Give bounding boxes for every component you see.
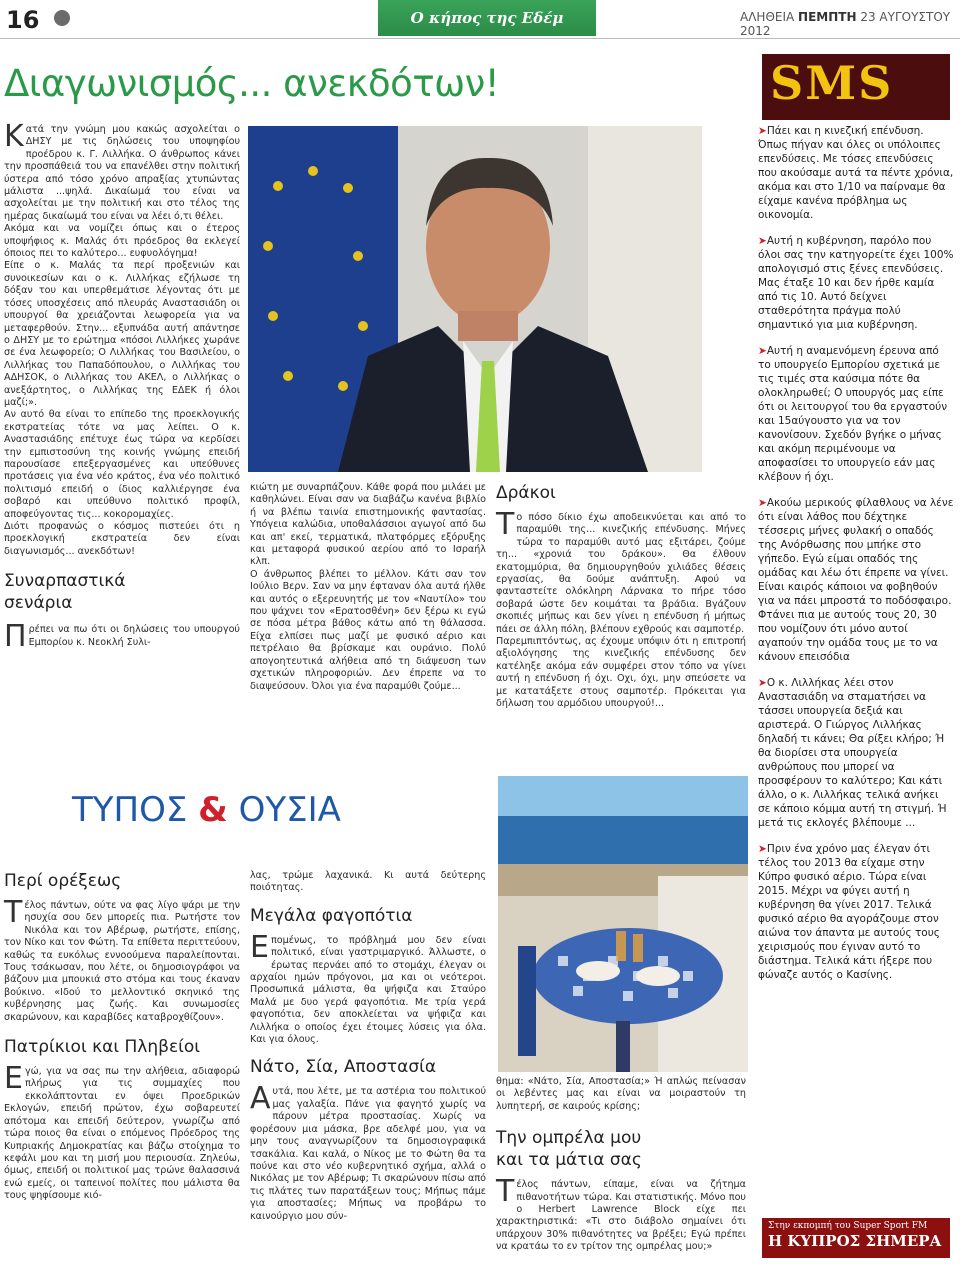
arrow-icon: ➤ xyxy=(758,843,767,855)
photo-illustration xyxy=(248,126,702,472)
paragraph: κιώτη με συναρπάζουν. Κάθε φορά που μιλάει με καθηλώνει. Είναι σαν να διαβάζω κανένα βιβλίο ή να βλέπω ταινία επιστημονικής φαντασίας. Υπόγεια καλώδια, υποθαλάσσιοι αγωγοί από δω και απ' εκεί, τερματικά, πλατφόρμες εξόρυξης και μεταφορά φυσικού αερίου από το Ισραήλ κλπ. xyxy=(250,482,486,568)
paragraph: Το πόσο δίκιο έχω αποδεικνύεται και από το παραμύθι της... κινεζικής επένδυσης. Μήνες τώρα το παραμύθι αυτό μας εξιτάρει, ζούμε τη... «χρονιά του δράκου». Θα έλθουν εκατομμύρια, θα δημιουργηθούν χιλιάδες θέσεις εργασίας, θα δούμε ανάπτυξη. Αφού να φανταστείτε ολόκληρη Λάρνακα το πήρε τόσο σοβαρά ώστε δεν κοιμάται τα βράδια. Βγάζουν σκοπιές μήπως και δεν γίνει η επένδυση ή μήπως πάει σε άλλη πόλη, βλέπουν εχθρούς και σαμποτέρ. xyxy=(496,507,746,635)
sms-item xyxy=(758,676,954,830)
subheading-line: σενάρια xyxy=(4,593,73,614)
paragraph: Είπε ο κ. Μαλάς τα περί προξενιών και συνοικεσίων και ο κ. Λιλλήκας εζήλωσε τη δόξαν του και υπερθεμάτισε λέγοντας ότι με τόσες υποσχέσεις από πλευράς Αναστασιάδη οι υπουργοί θα χρειάζονται λεωφορεία για να μεταφερθούν. Στην... εξυπνάδα αυτή απάντησε ο ΔΗΣΥ με το ερώτημα «πόσοι Λιλλήκες χωράνε σε ένα λεωφορείο; Ο Λιλλήκας του Βασιλείου, ο Λιλλήκας του Παπαδόπουλου, ο Λιλλήκας του ΑΔΗΣΟΚ, ο Λιλλήκας του ΑΚΕΛ, ο Λιλλήκας ο ανεξάρτητος, ο Λιλλήκας της ΕΔΕΚ ή όλοι μαζί;». xyxy=(4,260,240,408)
subheading: Δράκοι xyxy=(496,483,556,503)
sms-text: Ακούω μερικούς φίλαθλους να λένε ότι είναι λάθος που δέχτηκε τέσσερις μήνες φυλακή ο οπαδός της Ανόρθωσης που μπήκε στο γήπεδο. Εγώ είμαι οπαδός της ομάδας και λέω ότι έπρεπε να γίνει. Είναι καιρός κάποιοι να φοβηθούν για να πάει μπροστά το ποδόσφαιρο. Φτάνει πια με αυτούς τους 20, 30 που νομίζουν ότι μόνο αυτοί αγαπούν την ομάδα τους με το να κάνουν επεισόδια xyxy=(758,497,954,663)
page-number: 16 xyxy=(6,6,40,34)
sms-logo: SMS xyxy=(770,56,894,110)
section-band: Ο κήπος της Εδέμ xyxy=(378,0,596,36)
arrow-icon: ➤ xyxy=(758,235,767,247)
subheading-line: Συναρπαστικά xyxy=(4,571,126,592)
subheading: Μεγάλα φαγοπότια xyxy=(250,905,413,926)
paragraph: Πρέπει να πω ότι οι δηλώσεις του υπουργού Εμπορίου κ. Νεοκλή Συλι- xyxy=(4,619,240,655)
column-logo-left: ΤΥΠΟΣ xyxy=(72,790,188,830)
seaside-table-photo xyxy=(498,776,748,1072)
newspaper-name: ΑΛΗΘΕΙΑ xyxy=(740,10,795,24)
paragraph: Τέλος πάντων, ούτε να φας λίγο ψάρι με την ησυχία σου δεν μπορείς πια. Ρωτήστε τον Νικόλα και τον Αβέρωφ, ρωτήστε, επίσης, τον Νίκο και τον Φώτη. Τα επίθετα περιττεύουν, καθώς τα ευκόλως εννοούμενα παραλείπονται. Τους τσάκωσαν, που λέτε, οι δημοσιογράφοι να βάζουν μια μπουκιά στο στόμα και τους έκαναν βούκινο. «Ιδού το μελλοντικό σκηνικό της κυβέρνησης μας ζωής. Και συνωμοσίες σκαρώνουν, και καραβίδες καταβροχθίζουν». xyxy=(4,895,240,1023)
sms-item xyxy=(758,234,954,332)
arrow-icon: ➤ xyxy=(758,677,767,689)
paragraph: λας, τρώμε λαχανικά. Κι αυτά δεύτερης ποιότητας. xyxy=(250,870,486,894)
column-2-top xyxy=(250,482,486,693)
headline: Διαγωνισμός... ανεκδότων! xyxy=(4,62,500,105)
subheading: Νάτο, Σία, Αποστασία xyxy=(250,1057,437,1078)
subheading xyxy=(4,570,240,614)
paragraph: Παρεμπιπτόντως, ας έχουμε υπόψιν ότι η επιτροπή αξιολόγησης της κινεζικής επένδυσης δεν κατέληξε ακόμα εάν συμφέρει στον τόπο να γίνει αυτή η επένδυση ή όχι. Οχι, όχι, μην σπεύσετε να με κατατάξετε στους σαμποτέρ. Πρόκειται για δήλωση του αρμόδιου υπουργού!... xyxy=(496,636,746,710)
column-1-bottom xyxy=(4,870,240,1203)
paragraph: Διότι προφανώς ο κόσμος πιστεύει ότι η προεκλογική εκστρατεία δεν είναι διαγωνισμός... ανεκδότων! xyxy=(4,521,240,557)
sms-text: Πριν ένα χρόνο μας έλεγαν ότι τέλος του 2013 θα είχαμε στην Κύπρο φυσικό αέριο. Τώρα είναι 2015. Μέχρι να φύγει αυτή η κυβέρνηση θα γίνει 2017. Τελικά φυσικό αέριο θα αγοράζουμε στον αιώνα τον άπαντα με αυτούς τους χειρισμούς που έγιναν αυτό το διάστημα. Τελικά κάτι ήξερε που φώναζε αυτός ο Κασίνης. xyxy=(758,843,940,981)
paragraph: Αυτά, που λέτε, με τα αστέρια του πολιτικού μας γαλαξία. Πάνε για φαγητό χωρίς να πάρουν μέτρα προστασίας. Χωρίς να φορέσουν μια μάσκα, βρε αδελφέ μου, για να μην τους αναγνωρίζουν τα δημοσιογραφικά τσακάλια. Και καλά, ο Νίκος με το Φώτη θα τα πούνε και στο νέο κυβερνητικό σχήμα, αλλά ο Νικόλας με τον Αβέρωφ; Τι σκαρώνουν πίσω από τις πλάτες των παρατάξεων τους; Μήπως πάμε για αποστασίες; Μήπως να προβάρω το καινούργιο μου σύν- xyxy=(250,1081,486,1222)
column-logo-amp: & xyxy=(198,790,228,830)
column-2-bottom xyxy=(250,870,486,1223)
date: 23 ΑΥΓΟΥΣΤΟΥ 2012 xyxy=(740,10,951,38)
subheading: Πατρίκιοι και Πληβείοι xyxy=(4,1037,201,1058)
tv-banner-small: Στην εκπομπή του Super Sport FM xyxy=(768,1221,928,1231)
paragraph: Ακόμα και να νομίζει όπως και ο έτερος υποψήφιος κ. Μαλάς ότι πρόεδρος θα εκλεγεί όποιος πει το καλύτερο... ευφυολόγημα! xyxy=(4,223,240,260)
paragraph: Επομένως, το πρόβλημά μου δεν είναι πολιτικό, είναι γαστριμαργικό. Άλλωστε, ο έρωτας περνάει από το στομάχι, έλεγαν οι αρχαίοι ημών πρόγονοι, μα και οι νεότεροι. Προσωπικά μάλιστα, θα ψήφιζα και Σταύρο Μαλά με δυο γερά φαγοπότια. Με τρία γερά φαγοπότια, δεν αποκλείεται να ψήφιζα και Λιλλήκα ο οποίος έχει έτοιμες λύσεις για όλα. Και για όλους. xyxy=(250,929,486,1046)
arrow-icon: ➤ xyxy=(758,497,767,509)
subheading: Περί ορέξεως xyxy=(4,871,122,891)
sms-text: Πάει και η κινεζική επένδυση. Όπως πήγαν και όλες οι υπόλοιπες επενδύσεις. Με τόσες επενδύσεις που ακούσαμε αυτά τα πέντε χρόνια, ακόμα και στο 1/10 να παίρναμε θα είχαμε κανένα πρόβλημα ως οικονομία. xyxy=(758,125,954,221)
sms-column xyxy=(758,124,954,982)
sms-text: Αυτή η αναμενόμενη έρευνα από το υπουργείο Εμπορίου σχετικά με τις τιμές στα καύσιμα πότε θα ολοκληρωθεί; Ο υπουργός μας είπε ότι οι λειτουργοί του θα εργαστούν και 15αύγουστο για να τον κανονίσουν. Σχεδόν βγήκε ο μήνας και ακόμη περιμένουμε να αποφασίσει το υπουργείο εάν μας κλέβουν ή όχι. xyxy=(758,345,948,483)
publication-logo-icon xyxy=(54,10,70,26)
sms-item xyxy=(758,842,954,982)
photo-caption: θημα: «Νάτο, Σία, Αποστασία;» Ή απλώς πείνασαν οι λεβέντες μας και είναι να μοιραστούν τη λυπητερή, σε καιρούς κρίσης; xyxy=(496,1076,746,1112)
politician-photo xyxy=(248,126,702,472)
paragraph: Αν αυτό θα είναι το επίπεδο της προεκλογικής εκστρατείας τότε να μας λείπει. Ο κ. Αναστασιάδης επέτυχε έως τώρα να κερδίσει την εμπιστοσύνη της κοινής γνώμης επειδή παρουσίασε επεξεργασμένες και υπεύθυνες προτάσεις για ένα νέο κράτος, ένα νέο πολιτικό πολιτισμό επειδή ο ίδιος καλλιέργησε ένα σοβαρό και υπεύθυνο πολιτικό προφίλ, αποφεύγοντας τις... κοκορομαχίες. xyxy=(4,409,240,520)
column-1-top xyxy=(4,119,240,655)
tv-banner-title: Η ΚΥΠΡΟΣ ΣΗΜΕΡΑ xyxy=(768,1232,942,1250)
column-logo xyxy=(72,790,341,830)
photo-illustration xyxy=(498,776,748,1072)
column-logo-right: ΟΥΣΙΑ xyxy=(238,790,341,830)
header-divider xyxy=(0,38,960,39)
sms-item xyxy=(758,496,954,664)
paragraph: Εγώ, για να σας πω την αλήθεια, αδιαφορώ πλήρως για τις συμμαχίες που εκκολάπτονται εν όψει Προεδρικών Εκλογών, επειδή πρώτον, έχω σοβαρευτεί απότομα και επειδή δεύτερον, γνωρίζω από τώρα ποιος θα είναι ο επόμενος Πρόεδρος της Κυπριακής Δημοκρατίας και βάζω στοίχημα το κεφάλι μου και τη μισή μου περιουσία. Ζηλεύω, όμως, επειδή οι πολιτικοί μας τρώνε θαλασσινά ενώ εμείς, οι ταπεινοί πολίτες που μάλιστα θα τους ψηφίσουμε κιό- xyxy=(4,1061,240,1202)
sms-item xyxy=(758,124,954,222)
header-date xyxy=(740,10,960,38)
column-3-top xyxy=(496,482,746,711)
tv-show-banner xyxy=(762,1218,950,1258)
subheading-line: Την ομπρέλα μου xyxy=(496,1128,642,1149)
paragraph: Τέλος πάντων, είπαμε, είναι να ζήτημα πιθανοτήτων τώρα. Και στατιστικής. Μόνο που ο Herbert Lawrence Block είχε πει χαρακτηριστικά: «Τι στο διάβολο σημαίνει ότι υπάρχουν 30% πιθανότητες να βρέξει; Εγώ πρέπει να κρατάω το εν τρίτον της ομπρέλας μου;» xyxy=(496,1174,746,1253)
sms-text: Αυτή η κυβέρνηση, παρόλο που όλοι σας την κατηγορείτε έχει 100% απολογισμό στις ξένες επενδύσεις. Μας έταξε 10 και δεν ήρθε καμία από τις 10. Αυτό δείχνει σταθερότητα πράγμα πολύ σημαντικό για μια κυβέρνηση. xyxy=(758,235,954,331)
weekday: ΠΕΜΠΤΗ xyxy=(798,10,857,24)
column-3-bottom xyxy=(496,1076,746,1254)
subheading xyxy=(496,1127,746,1171)
paragraph: Κατά την γνώμη μου κακώς ασχολείται ο ΔΗΣΥ με τις δηλώσεις του υποψηφίου προέδρου κ. Γ. Λιλλήκα. Ο άνθρωπος κάνει την προσπάθειά του να επανέλθει στην πολιτική ύστερα από τόσο χρόνο απραξίας χτυπώντας μάλιστα ...ψηλά. Δικαίωμά του είναι να ασχολείται με την πολιτική και στο τέλος της ημέρας δικαίωμά του είναι να λέει ό,τι θέλει. xyxy=(4,119,240,222)
arrow-icon: ➤ xyxy=(758,345,767,357)
paragraph: Ο άνθρωπος βλέπει το μέλλον. Κάτι σαν τον Ιούλιο Βερν. Σαν να μην έφταναν όλα αυτά ήλθε και αυτός ο εξερευνητής με τον «Ναυτίλο» του που ψάχνει τον «Ερατοσθένη» δεν ξέρω κι εγώ σε πόσα μέτρα βάθος κάτω από τη θάλασσα. Είχα ελπίσει πως μαζί με φυσικό αέριο και πετρέλαιο θα βρίσκαμε και ουράνιο. Πολύ απογοητευτικά αλήθεια από τη διάψευση των σχετικών πληροφοριών. Δεν έπρεπε να το διαψεύσουν. Όλοι για ένα παραμύθι ζούμε... xyxy=(250,568,486,692)
subheading-line: και τα μάτια σας xyxy=(496,1150,642,1171)
sms-item xyxy=(758,344,954,484)
sms-text: Ο κ. Λιλλήκας λέει στον Αναστασιάδη να σταματήσει να τάσσει υπουργεία δεξιά και αριστερά. Ο Γιώργος Λιλλήκας δηλαδή τι κάνει; Θα ρίξει κλήρο; Ή θα διορίσει στα υπουργεία ανθρώπους που μπορεί να προσφέρουν το καλύτερο; Και κάτι άλλο, ο κ. Λιλλήκας τελικά ανήκει σε κάποιο κόμμα αυτή τη στιγμή. Ή μετά τις εκλογές βλέπουμε ... xyxy=(758,677,947,829)
arrow-icon: ➤ xyxy=(758,125,767,137)
